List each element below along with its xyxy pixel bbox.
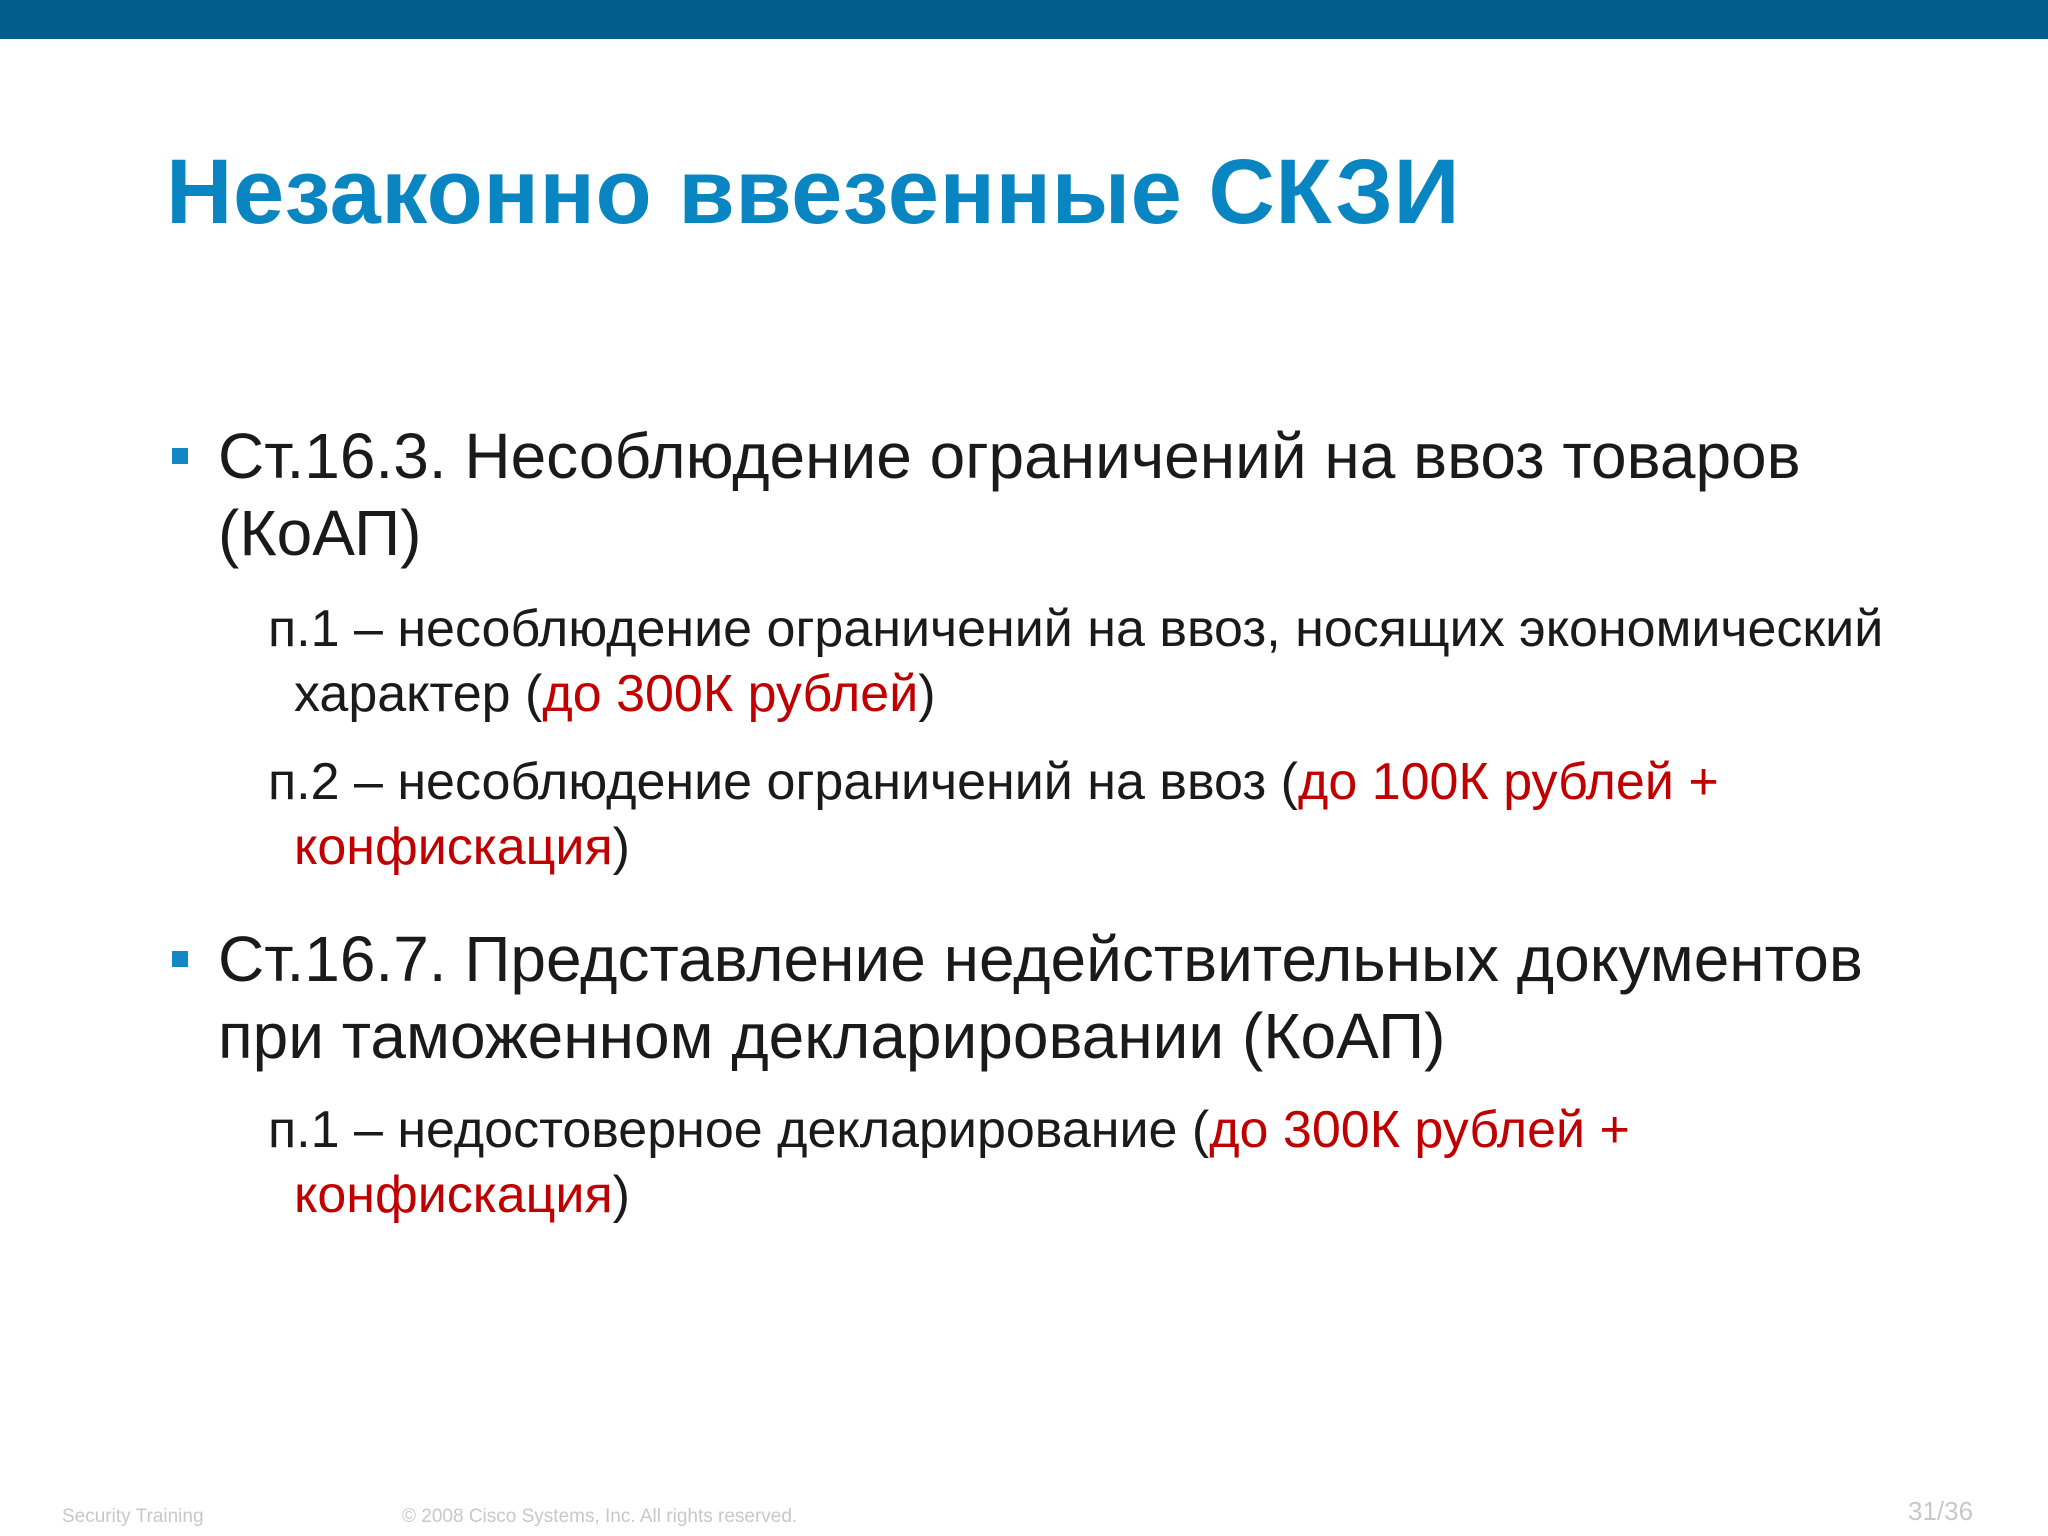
bullet-item-2: Ст.16.7. Представление недействительных документов при таможенном декларировании (КоАП) bbox=[218, 923, 1863, 1072]
page-number: 31/36 bbox=[1908, 1496, 1974, 1526]
sub-item-1-2 bbox=[268, 750, 1934, 880]
penalty-highlight: до 100К рублей + конфискация bbox=[294, 753, 1719, 876]
penalty-highlight: до 300К рублей + конфискация bbox=[294, 1101, 1630, 1224]
penalty-highlight: до 300К рублей bbox=[542, 665, 919, 723]
sub-item-text: п.2 – несоблюдение ограничений на ввоз ( bbox=[268, 753, 1298, 811]
footer-copyright: © 2008 Cisco Systems, Inc. All rights reserved. bbox=[402, 1506, 798, 1527]
sub-item-1-1 bbox=[268, 597, 1934, 727]
sub-item-text-end: ) bbox=[918, 665, 936, 723]
footer-label: Security Training bbox=[62, 1506, 204, 1527]
slide-title: Незаконно ввезенные СКЗИ bbox=[166, 141, 1461, 243]
sub-item-text: п.1 – несоблюдение ограничений на ввоз, носящих экономический характер ( bbox=[268, 600, 1884, 723]
bullet-item-1: Ст.16.3. Несоблюдение ограничений на ввоз товаров (КоАП) bbox=[218, 420, 1801, 569]
sub-item-2-1 bbox=[268, 1098, 1934, 1228]
sub-item-text: п.1 – недостоверное декларирование ( bbox=[268, 1101, 1210, 1159]
sub-item-text-end: ) bbox=[612, 818, 630, 876]
bullet-square-icon bbox=[172, 448, 188, 464]
sub-item-text-end: ) bbox=[612, 1166, 630, 1224]
bullet-square-icon bbox=[172, 951, 188, 967]
